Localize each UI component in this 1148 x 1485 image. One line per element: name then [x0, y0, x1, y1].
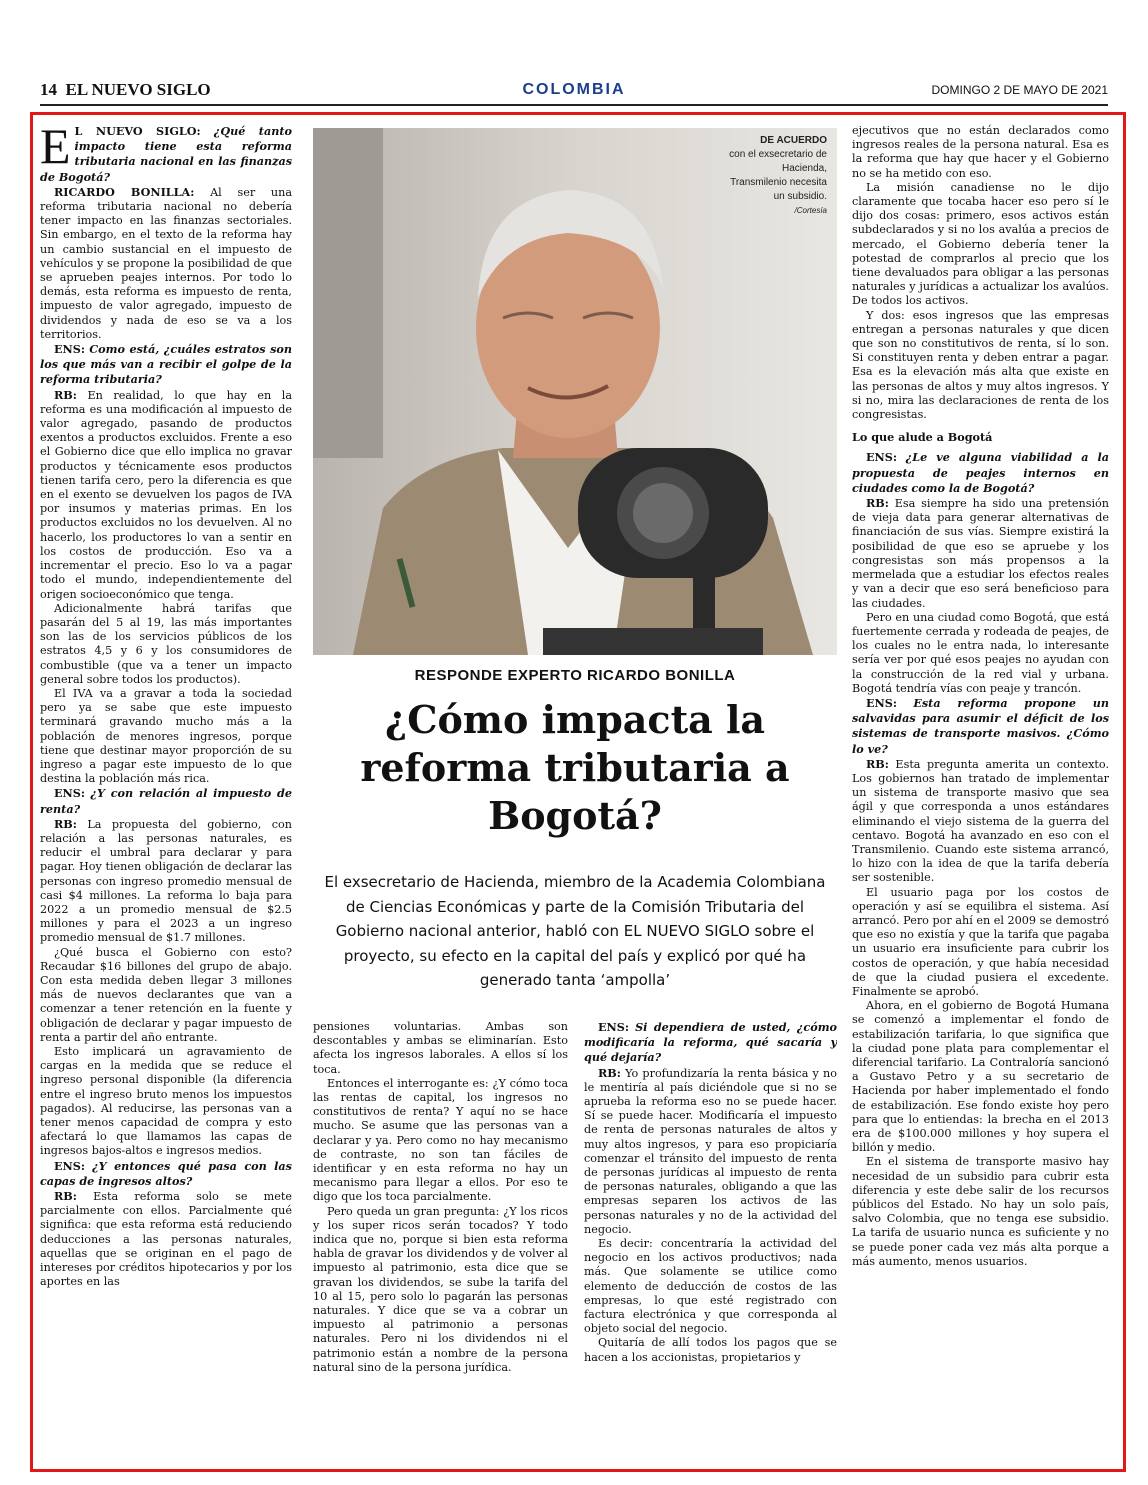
answer-text: En realidad, lo que hay en la reforma es una modificación al impuesto de valor agregado, pasando de productos exentos a productos excluidos. Frente a eso el Gobierno dice que ello implica no gravar productos y técnicamente esos productos tienen tarifa cero, pero la diferencia es que en el exento se devuelven los pagos de IVA por insumos y materias primas. En los productos excluidos no los devuelven. Al no hacerlo, los productores lo van a sentir en los costos de producción. Eso va a incrementar el precio. Eso lo va a pagar todo el mundo, independientemente del origen socioeconómico que tenga. — [40, 388, 292, 601]
question-4 — [40, 1159, 292, 1189]
subheading: Lo que alude a Bogotá — [852, 430, 993, 445]
answer-2 — [40, 388, 292, 602]
headline: ¿Cómo impacta la reforma tributaria a Bogotá? — [360, 697, 790, 838]
question-text: ¿Y entonces qué pasa con las capas de ingresos altos? — [40, 1158, 292, 1188]
answer-lead: RB: — [54, 816, 77, 831]
photo-credit: /Cortesía — [794, 206, 827, 215]
caption-title: DE ACUERDO — [760, 135, 827, 146]
section-label: COLOMBIA — [522, 81, 626, 98]
page-header — [40, 80, 1108, 106]
interviewer-lead: ENS: — [598, 1020, 629, 1034]
paragraph: Ahora, en el gobierno de Bogotá Humana se comenzó a implementar el fondo de estabilización tarifaria, lo que significa que la ciudad pone plata para complementar el diferencial tarifario. La Contraloría sancionó a Gustavo Petro y a su secretario de Hacienda por haber implementado el fondo de estabilización. Ese fondo existe hoy pero para que lo entiendas: la brecha en el 2013 era de $100.000 millones y hoy supera el billón y medio. — [852, 999, 1109, 1155]
paragraph: Entonces el interrogante es: ¿Y cómo toca las rentas de capital, los ingresos no constitutivos de renta? Y aquí no se hace mucho. Se asume que las personas van a declarar y ya. Pero como no hay mecanismo de contraste, no son tan fáciles de identificar y en esta reforma no hay un mecanismo para llegar a ellos. Por eso te digo que los toca parcialmente. — [313, 1076, 568, 1204]
answer-lead: RB: — [54, 1189, 77, 1204]
paragraph: Adicionalmente habrá tarifas que pasarán del 5 al 19, las más importantes son las de los servicios públicos de los estratos 4,5 y 6 y los consumidores de combustible (que va a tener un impacto general sobre todos los productos). — [40, 601, 292, 686]
interviewer-lead: ENS: — [54, 786, 85, 801]
paragraph: La misión canadiense no le dijo claramente que tocaba hacer eso pero sí le dijo dos cosas: primero, esos activos están subdeclarados y si no los avalúa a precios de mercado, el Gobierno debería tener la potestad de comprarlos al precio que los tiene devaluados para obligar a las personas naturales y jurídicas a actualizar los avalúos. De todos los activos. — [852, 180, 1109, 308]
kicker: RESPONDE EXPERTO RICARDO BONILLA — [414, 667, 736, 684]
drop-cap: E — [40, 124, 71, 174]
interviewer-lead: ENS: — [866, 695, 897, 710]
answer-text: Esta pregunta amerita un contexto. Los gobiernos han tratado de implementar un sistema de transporte masivo que sea ágil y que corresponda a unos estándares eliminando el viejo sistema de la guerra del centavo. Bogotá ha avanzado en eso con el Transmilenio. Cuando este sistema arrancó, lo hizo con la idea de que la tarifa debería ser sostenible. — [852, 757, 1109, 885]
answer-lead: RICARDO BONILLA: — [54, 184, 195, 199]
question-text: ¿Le ve alguna viabilidad a la propuesta de peajes internos en ciudades como la de Bogotá? — [852, 450, 1109, 495]
paragraph: En el sistema de transporte masivo hay necesidad de un subsidio para cubrir esta diferencia y este debe salir de los recursos públicos del Estado. No hay un solo país, salvo Colombia, que no tenga ese subsidio. La tarifa de usuario nunca es suficiente y no se puede poner cada vez más alta porque a más aumento, menos usuarios. — [852, 1155, 1109, 1268]
answer-5 — [584, 1066, 837, 1237]
answer-1 — [40, 185, 292, 342]
interviewer-lead: ENS: — [54, 342, 85, 357]
page-number: 14 — [40, 80, 57, 99]
paragraph: Esto implicará un agravamiento de cargas en la medida que se reduce el ingreso personal disponible (la diferencia entre el ingreso bruto menos los impuestos pagados). Al reducirse, las personas van a tener menos capacidad de compra y esto afectará lo que llamamos las capas de ingresos bajos-altos e ingresos medios. — [40, 1045, 292, 1158]
interview-photo — [313, 128, 837, 655]
question-7 — [852, 696, 1109, 757]
answer-4 — [40, 1189, 292, 1289]
deck: El exsecretario de Hacienda, miembro de la Academia Colombiana de Ciencias Económicas y parte de la Comisión Tributaria del Gobierno nacional anterior, habló con EL NUEVO SIGLO sobre el proyecto, su efecto en la capital del país y explicó por qué ha generado tanta ‘ampolla’ — [324, 873, 826, 989]
paragraph: El usuario paga por los costos de operación y así se equilibra el sistema. Así arrancó. Pero por ahí en el 2009 se demostró que eso no existía y que la tarifa que pagaba un usuario era insuficiente para cubrir los costos de operación, y que había necesidad de que la ciudad pusiera el excedente. Finalmente se aprobó. — [852, 885, 1109, 998]
paragraph: ¿Qué busca el Gobierno con esto? Recaudar $16 billones del grupo de abajo. Con esta medida deben llegar 3 millones más de nuevos declarantes que van a comenzar a tener retención en la fuente y obligación de declarar y pagar impuesto de renta a partir del año entrante. — [40, 945, 292, 1044]
paragraph: Es decir: concentraría la actividad del negocio en los activos productivos; nada más. Que solamente se utilice como elemento de deducción de costos de las empresas, lo que esté registrado con factura electrónica y que corresponda al objeto social del negocio. — [584, 1237, 837, 1336]
answer-text: Esta reforma solo se mete parcialmente con ellos. Parcialmente qué significa: que esta reforma está reduciendo deducciones a las personas naturales, aquellas que se originan en el pago de intereses por créditos hipotecarios y por los aportes en las — [40, 1190, 292, 1289]
question-2 — [40, 342, 292, 388]
answer-3 — [40, 817, 292, 946]
paragraph: ejecutivos que no están declarados como ingresos reales de la persona natural. Esa es la reforma que hay que hacer y el Gobierno no se ha metido con eso. — [852, 124, 1109, 180]
paragraph: Pero en una ciudad como Bogotá, que está fuertemente cerrada y rodeada de peajes, de los cuales no le entra nada, lo interesante sería ver por qué esos peajes no ayudan con la construcción de la red vial y urbana. Bogotá tendría vías con peaje y trancón. — [852, 610, 1109, 695]
answer-text: La propuesta del gobierno, con relación a las personas naturales, es reducir el umbral para declarar y para pagar. Hoy tienen obligación de declarar las personas con ingreso promedio mensual de casi $4 millones. La reforma lo baja para 2022 a un promedio mensual de $2.5 millones y para el 2023 a un ingreso promedio mensual de $1.7 millones. — [40, 817, 292, 945]
interviewer-lead: ENS: — [866, 450, 897, 465]
question-5 — [584, 1020, 837, 1066]
answer-lead: RB: — [598, 1065, 621, 1080]
interviewer-lead: L NUEVO SIGLO: — [74, 124, 201, 138]
paragraph: pensiones voluntarias. Ambas son descontables y ambas se eliminarían. Esto afecta los ingresos laborales. A ellos sí los toca. — [313, 1020, 568, 1076]
question-6 — [852, 450, 1109, 496]
newspaper-name: EL NUEVO SIGLO — [65, 80, 211, 99]
question-text: ¿Y con relación al impuesto de renta? — [40, 786, 292, 816]
column-1 — [40, 124, 292, 1464]
answer-7 — [852, 757, 1109, 886]
column-4 — [852, 124, 1109, 1464]
paragraph: El IVA va a gravar a toda la sociedad pero ya se sabe que este impuesto terminará gravando mucho más a la población de menores ingresos, porque tiene que destinar mayor proporción de su ingreso a pagar este impuesto de lo que destina la población más rica. — [40, 686, 292, 786]
column-2 — [313, 1020, 568, 1460]
question-text: Si dependiera de usted, ¿cómo modificaría la reforma, qué sacaría y qué dejaría? — [584, 1020, 837, 1065]
answer-text: Yo profundizaría la renta básica y no le mentiría al país diciéndole que si no se aprueba la reforma eso no se puede hacer. Sí se puede hacer. Modificaría el impuesto de renta de personas naturales de altos y muy altos ingresos, y para eso propiciaría comenzar el tránsito del impuesto de renta de personas jurídicas al impuesto de renta de personas naturales, obligando a que las empresas separen los activos de las personas naturales y no de la actividad del negocio. — [584, 1066, 837, 1236]
issue-date: DOMINGO 2 DE MAYO DE 2021 — [931, 83, 1108, 97]
question-1 — [40, 124, 292, 185]
question-text: Esta reforma propone un salvavidas para asumir el déficit de los sistemas de transporte masivos. ¿Cómo lo ve? — [852, 695, 1109, 756]
question-3 — [40, 786, 292, 816]
caption-text: con el exsecretario de Hacienda, Transmilenio necesita un subsidio. — [729, 149, 827, 202]
paragraph: Quitaría de allí todos los pagos que se hacen a los accionistas, propietarios y — [584, 1336, 837, 1364]
interviewer-lead: ENS: — [54, 1158, 85, 1173]
paragraph: Y dos: esos ingresos que las empresas entregan a personas naturales y que dicen que son no constitutivos de renta, sí lo son. Si constituyen renta y deben entrar a pagar. Esa es la elevación más alta que existe en las personas de altos y muy altos ingresos. Y si no, mira las declaraciones de renta de los congresistas. — [852, 308, 1109, 422]
question-text: Como está, ¿cuáles estratos son los que más van a recibir el golpe de la reforma tributaria? — [40, 342, 292, 387]
paragraph: Pero queda un gran pregunta: ¿Y los ricos y los super ricos serán tocados? Y todo indica que no, porque si bien esta reforma habla de gravar los dividendos y de volver al impuesto al patrimonio, esta dice que se gravan los dividendos, se sube la tarifa del 10 al 15, pero solo lo pagarán las personas naturales. Y dice que se va a cobrar un impuesto al patrimonio a personas naturales. Pero ni los dividendos ni el patrimonio están a nombre de la persona natural sino de la persona jurídica. — [313, 1204, 568, 1374]
photo-caption — [727, 134, 827, 218]
answer-text: Esa siempre ha sido una pretensión de vieja data para generar alternativas de financiación de sus vías. Siempre existirá la posibilidad de que eso se apruebe y los congresistas son más propensos a la mermelada que a estudiar los efectos reales y van a decir que eso será beneficioso para las ciudades. — [852, 497, 1109, 610]
answer-lead: RB: — [866, 496, 889, 511]
answer-6 — [852, 496, 1109, 611]
question-text: ¿Qué tanto impacto tiene esta reforma tributaria nacional en las finanzas de Bogotá? — [40, 124, 292, 184]
answer-lead: RB: — [866, 756, 889, 771]
answer-text: Al ser una reforma tributaria nacional no debería tener impacto en las finanzas sectoriales. Sin embargo, en el texto de la reforma hay un cambio sustancial en el impuesto de vehículos y se propone la posibilidad de que se aprueben peajes internos. Por todo lo demás, esta reforma es impuesto de renta, impuesto de valor agregado, impuesto de dividendos y nada de eso se va a los territorios. — [40, 185, 292, 341]
column-3 — [584, 1020, 837, 1460]
answer-lead: RB: — [54, 387, 77, 402]
